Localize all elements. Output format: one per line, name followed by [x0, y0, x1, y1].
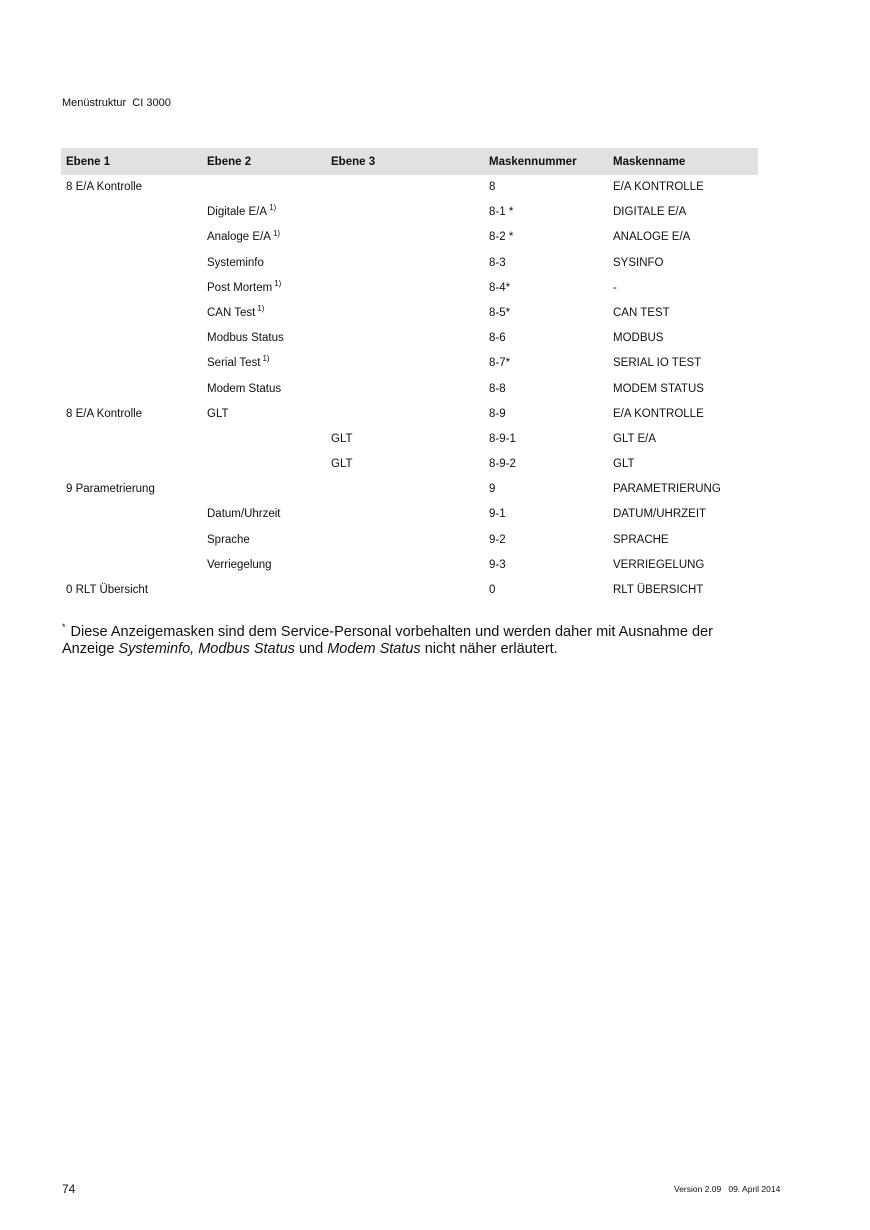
cell-maskennummer — [489, 502, 506, 527]
cell-maskennummer-text: 0 — [489, 584, 496, 596]
cell-maskennummer — [489, 377, 506, 402]
cell-maskennummer — [489, 477, 495, 502]
footnote-emphasis-2: Modem Status — [327, 641, 421, 657]
cell-maskennummer-text: 9-3 — [489, 558, 506, 571]
column-header-maskenname: Maskenname — [613, 156, 686, 168]
table-row — [61, 251, 758, 276]
cell-maskennummer-text: 8-6 — [489, 332, 506, 345]
cell-ebene-2-text: Datum/Uhrzeit — [207, 508, 281, 521]
cell-maskennummer-text: 8-3 — [489, 256, 506, 269]
table-row — [61, 225, 758, 250]
cell-maskennummer-text: 8-1 * — [489, 206, 514, 219]
cell-ebene-2 — [207, 326, 284, 351]
cell-maskenname — [613, 477, 721, 502]
cell-maskennummer — [489, 402, 506, 427]
cell-maskenname-text: VERRIEGELUNG — [613, 558, 705, 571]
cell-ebene-1-text: 9 Parametrierung — [66, 483, 155, 496]
cell-ebene-2 — [207, 276, 281, 301]
cell-ebene-2 — [207, 351, 270, 376]
page-number: 74 — [62, 1182, 76, 1196]
cell-maskennummer-text: 9 — [489, 483, 496, 496]
footnote-reference: 1) — [262, 354, 270, 364]
cell-maskenname — [613, 502, 706, 527]
table-row — [61, 578, 758, 603]
footnote — [62, 624, 762, 658]
cell-maskenname — [613, 528, 669, 553]
cell-ebene-2 — [207, 301, 264, 326]
footnote-text-3: nicht näher erläutert. — [420, 641, 558, 657]
footnote-reference: 1) — [257, 304, 265, 314]
table-row — [61, 276, 758, 301]
table-row — [61, 452, 758, 477]
cell-ebene-2 — [207, 377, 281, 402]
cell-maskennummer-text: 9-2 — [489, 533, 506, 546]
cell-ebene-2-text: GLT — [207, 407, 229, 420]
cell-maskenname — [613, 225, 690, 250]
cell-maskenname-text: DIGITALE E/A — [613, 206, 687, 219]
cell-maskenname-text: E/A KONTROLLE — [613, 407, 704, 420]
cell-ebene-2-text: Systeminfo — [207, 256, 264, 269]
cell-maskenname — [613, 200, 686, 225]
cell-maskennummer-text: 8-9-1 — [489, 432, 516, 445]
cell-ebene-1 — [66, 175, 142, 200]
cell-maskenname — [613, 351, 701, 376]
table-body — [61, 175, 758, 603]
footnote-text-1: Diese Anzeigemasken sind dem Service-Personal vorbehalten und werden daher mit Ausnahme der Anzeige — [62, 624, 713, 657]
cell-maskenname-text: DATUM/UHRZEIT — [613, 508, 707, 521]
cell-ebene-2-text: CAN Test — [207, 306, 256, 319]
cell-maskennummer — [489, 326, 506, 351]
cell-maskennummer — [489, 225, 513, 250]
cell-maskenname-text: CAN TEST — [613, 306, 670, 319]
cell-maskennummer — [489, 251, 506, 276]
column-header-ebene-3: Ebene 3 — [331, 156, 376, 168]
table-row — [61, 402, 758, 427]
cell-ebene-3-text: GLT — [331, 432, 353, 445]
table-row — [61, 200, 758, 225]
cell-maskenname-text: GLT — [613, 458, 635, 471]
cell-maskenname — [613, 402, 704, 427]
page-header-title: Menüstruktur CI 3000 — [62, 97, 171, 109]
cell-ebene-2-text: Post Mortem — [207, 281, 273, 294]
table-row — [61, 502, 758, 527]
cell-ebene-2 — [207, 402, 229, 427]
cell-maskennummer-text: 8-9 — [489, 407, 506, 420]
cell-maskennummer — [489, 301, 510, 326]
column-header-maskennummer: Maskennummer — [489, 156, 577, 168]
cell-maskennummer-text: 8-4* — [489, 281, 511, 294]
cell-maskennummer — [489, 553, 506, 578]
cell-maskenname-text: E/A KONTROLLE — [613, 181, 704, 193]
cell-maskennummer — [489, 528, 506, 553]
cell-maskennummer — [489, 452, 516, 477]
cell-maskennummer-text: 8-2 * — [489, 231, 514, 244]
cell-ebene-1-text: 8 E/A Kontrolle — [66, 407, 143, 420]
cell-ebene-2-text: Modbus Status — [207, 332, 284, 345]
cell-maskenname-text: RLT ÜBERSICHT — [613, 584, 704, 596]
cell-maskenname — [613, 326, 663, 351]
cell-ebene-1 — [66, 402, 142, 427]
footnote-text-2: und — [294, 641, 328, 657]
cell-maskenname — [613, 276, 617, 301]
cell-ebene-2 — [207, 225, 280, 250]
column-header-ebene-1: Ebene 1 — [66, 156, 111, 168]
cell-maskenname-text: SPRACHE — [613, 533, 669, 546]
cell-maskenname-text: MODBUS — [613, 332, 664, 345]
cell-ebene-2-text: Analoge E/A — [207, 231, 271, 244]
table-row — [61, 301, 758, 326]
cell-ebene-2 — [207, 200, 276, 225]
cell-ebene-2 — [207, 251, 264, 276]
cell-maskenname — [613, 251, 663, 276]
cell-maskennummer — [489, 175, 495, 200]
cell-ebene-1-text: 8 E/A Kontrolle — [66, 181, 143, 193]
cell-maskenname-text: PARAMETRIERUNG — [613, 483, 721, 496]
cell-maskennummer-text: 9-1 — [489, 508, 506, 521]
footnote-reference: 1) — [269, 203, 277, 213]
table-row — [61, 175, 758, 200]
cell-maskennummer-text: 8-8 — [489, 382, 506, 395]
cell-ebene-3-text: GLT — [331, 458, 353, 471]
cell-ebene-3 — [331, 452, 353, 477]
table-row — [61, 351, 758, 376]
cell-maskenname — [613, 452, 635, 477]
cell-ebene-1-text: 0 RLT Übersicht — [66, 584, 149, 596]
table-row — [61, 326, 758, 351]
cell-maskenname — [613, 427, 656, 452]
cell-ebene-1 — [66, 477, 155, 502]
table-row — [61, 528, 758, 553]
cell-ebene-2-text: Verriegelung — [207, 558, 272, 571]
cell-maskennummer — [489, 200, 513, 225]
menu-structure-table — [61, 148, 758, 603]
cell-maskennummer-text: 8-7* — [489, 357, 511, 370]
cell-maskenname-text: ANALOGE E/A — [613, 231, 691, 244]
footnote-reference: 1) — [272, 228, 281, 238]
cell-maskennummer-text: 8 — [489, 181, 496, 193]
cell-maskenname — [613, 377, 704, 402]
footnote-emphasis-1: Systeminfo, Modbus Status — [118, 641, 295, 657]
cell-ebene-2-text: Sprache — [207, 533, 250, 546]
cell-maskennummer-text: 8-9-2 — [489, 458, 516, 471]
cell-maskenname-text: SERIAL IO TEST — [613, 357, 702, 370]
cell-maskenname-text: GLT E/A — [613, 432, 657, 445]
cell-maskennummer — [489, 427, 516, 452]
table-header — [61, 148, 758, 175]
cell-ebene-2-text: Serial Test — [207, 357, 261, 370]
cell-maskennummer — [489, 276, 510, 301]
table-row — [61, 553, 758, 578]
table-row — [61, 377, 758, 402]
cell-ebene-2 — [207, 502, 281, 527]
cell-ebene-1 — [66, 578, 148, 603]
cell-maskenname — [613, 578, 703, 603]
version-info: Version 2.09 09. April 2014 — [674, 1184, 781, 1194]
cell-ebene-2 — [207, 553, 272, 578]
cell-maskenname-text: MODEM STATUS — [613, 382, 704, 395]
column-header-ebene-2: Ebene 2 — [207, 156, 252, 168]
cell-maskenname-text: - — [613, 281, 617, 294]
cell-ebene-2 — [207, 528, 250, 553]
cell-maskennummer — [489, 578, 495, 603]
cell-maskenname — [613, 175, 704, 200]
cell-maskenname-text: SYSINFO — [613, 256, 664, 269]
cell-ebene-2-text: Modem Status — [207, 382, 282, 395]
cell-ebene-3 — [331, 427, 353, 452]
cell-maskenname — [613, 301, 670, 326]
cell-ebene-2-text: Digitale E/A — [207, 206, 268, 219]
cell-maskenname — [613, 553, 704, 578]
table-row — [61, 427, 758, 452]
footnote-marker: * — [62, 622, 66, 633]
cell-maskennummer — [489, 351, 510, 376]
footnote-reference: 1) — [274, 278, 282, 288]
table-row — [61, 477, 758, 502]
cell-maskennummer-text: 8-5* — [489, 306, 511, 319]
